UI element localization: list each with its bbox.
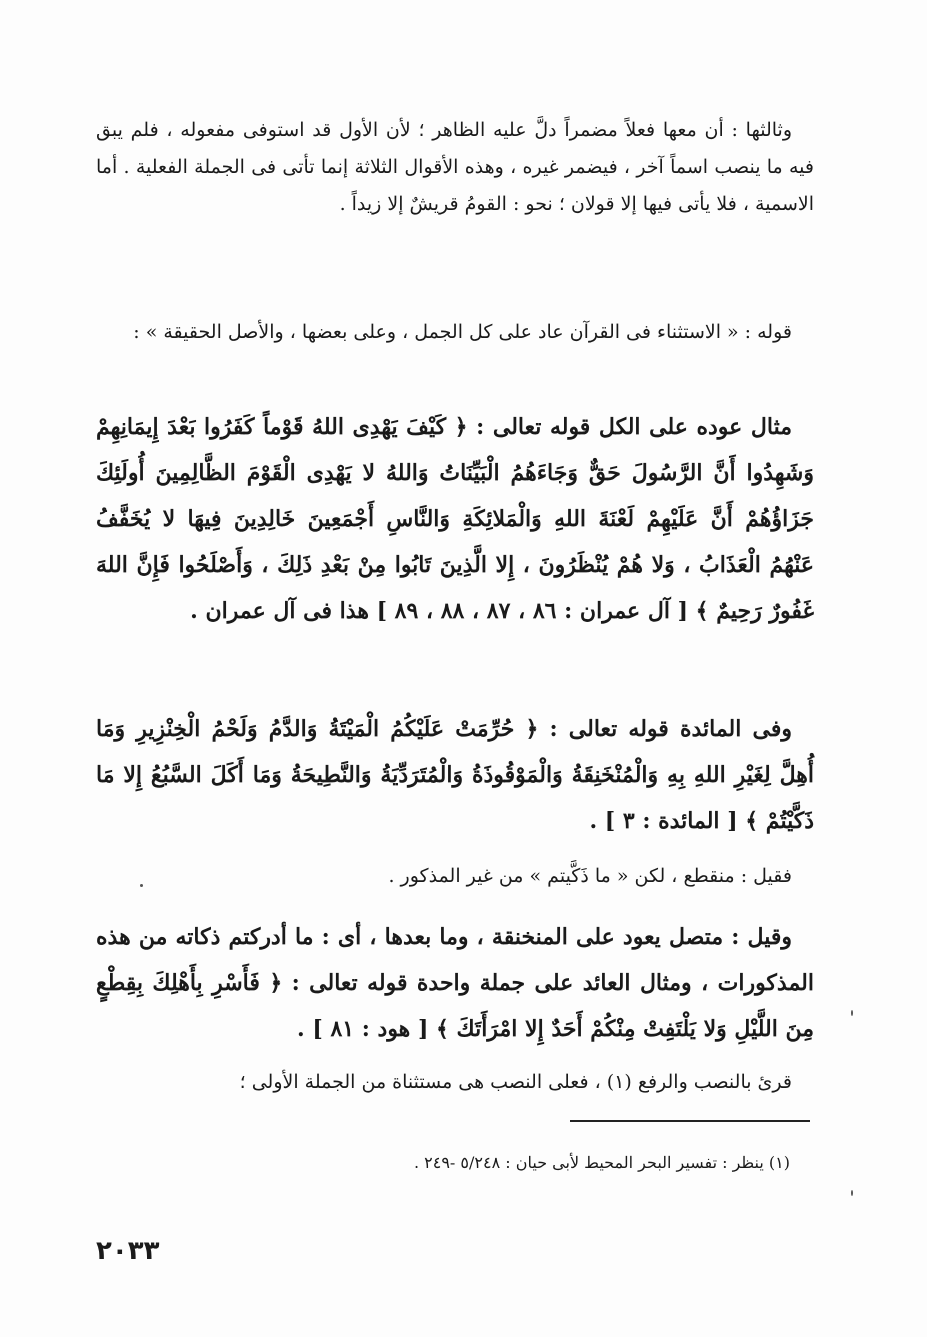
paragraph-qiraat: قرئ بالنصب والرفع (١) ، فعلى النصب هى مستثناة من الجملة الأولى ؛ [239,1071,792,1093]
scan-speck [851,1010,853,1016]
paragraph-quote-istithna: قوله : « الاستثناء فى القرآن عاد على كل الجمل ، وعلى بعضها ، والأصل الحقيقة » : [133,321,792,343]
paragraph-munqati: فقيل : منقطع ، لكن « ما ذَكَّيتم » من غير المذكور . [388,865,792,887]
scan-speck [140,884,143,887]
paragraph-al-imran-example: مثال عوده على الكل قوله تعالى : ﴿ كَيْفَ يَهْدِى اللهُ قَوْماً كَفَرُوا بَعْدَ إِيمَانِهِمْ وَشَهِدُوا أَنَّ الرَّسُولَ حَقٌّ وَجَاءَهُمُ الْبَيِّنَاتُ وَاللهُ لا يَهْدِى الْقَوْمَ الظَّالِمِينَ أُولَئِكَ جَزَاؤُهُمْ أَنَّ عَلَيْهِمْ لَعْنَةَ اللهِ وَالْمَلائِكَةِ وَالنَّاسِ أَجْمَعِينَ خَالِدِينَ فِيهَا لا يُخَفَّفُ عَنْهُمُ الْعَذَابُ ، وَلا هُمْ يُنْظَرُونَ ، إِلا الَّذِينَ تَابُوا مِنْ بَعْدِ ذَلِكَ ، وَأَصْلَحُوا فَإِنَّ اللهَ غَفُورٌ رَحِيمٌ ﴾ [ آل عمران : ٨٦ ، ٨٧ ، ٨٨ ، ٨٩ ] هذا فى آل عمران . [96,414,814,624]
scan-speck [851,1190,853,1196]
paragraph-al-maidah-example: وفى المائدة قوله تعالى : ﴿ حُرِّمَتْ عَلَيْكُمُ الْمَيْتَةُ وَالدَّمُ وَلَحْمُ الْخِنْزِيرِ وَمَا أُهِلَّ لِغَيْرِ اللهِ بِهِ وَالْمُنْخَنِقَةُ وَالْمَوْقُوذَةُ وَالْمُتَرَدِّيَةُ وَالنَّطِيحَةُ وَمَا أَكَلَ السَّبُعُ إِلا مَا ذَكَّيْتُمْ ﴾ [ المائدة : ٣ ] . [96,716,814,834]
page-number: ٢٠٣٣ [96,1236,160,1266]
paragraph-muttasil-hud: وقيل : متصل يعود على المنخنقة ، وما بعدها ، أى : ما أدركتم ذكاته من هذه المذكورات ، ومثال العائد على جملة واحدة قوله تعالى : ﴿ فَأَسْرِ بِأَهْلِكَ بِقِطْعٍ مِنَ اللَّيْلِ وَلا يَلْتَفِتْ مِنْكُمْ أَحَدٌ إِلا امْرَأَتَكَ ﴾ [ هود : ٨١ ] . [96,924,814,1042]
footnote-reference: (١) ينظر : تفسير البحر المحيط لأبى حيان : ٥/٢٤٨ -٢٤٩ . [413,1153,790,1172]
paragraph-third-opinion: وثالثها : أن معها فعلاً مضمراً دلَّ عليه الظاهر ؛ لأن الأول قد استوفى مفعوله ، فلم يبق فيه ما ينصب اسماً آخر ، فيضمر غيره ، وهذه الأقوال الثلاثة إنما تأتى فى الجملة الفعلية . أما الاسمية ، فلا يأتى فيها إلا قولان ؛ نحو : القومُ قريشٌ إلا زيداً . [96,119,814,215]
footnote-divider [570,1120,810,1122]
